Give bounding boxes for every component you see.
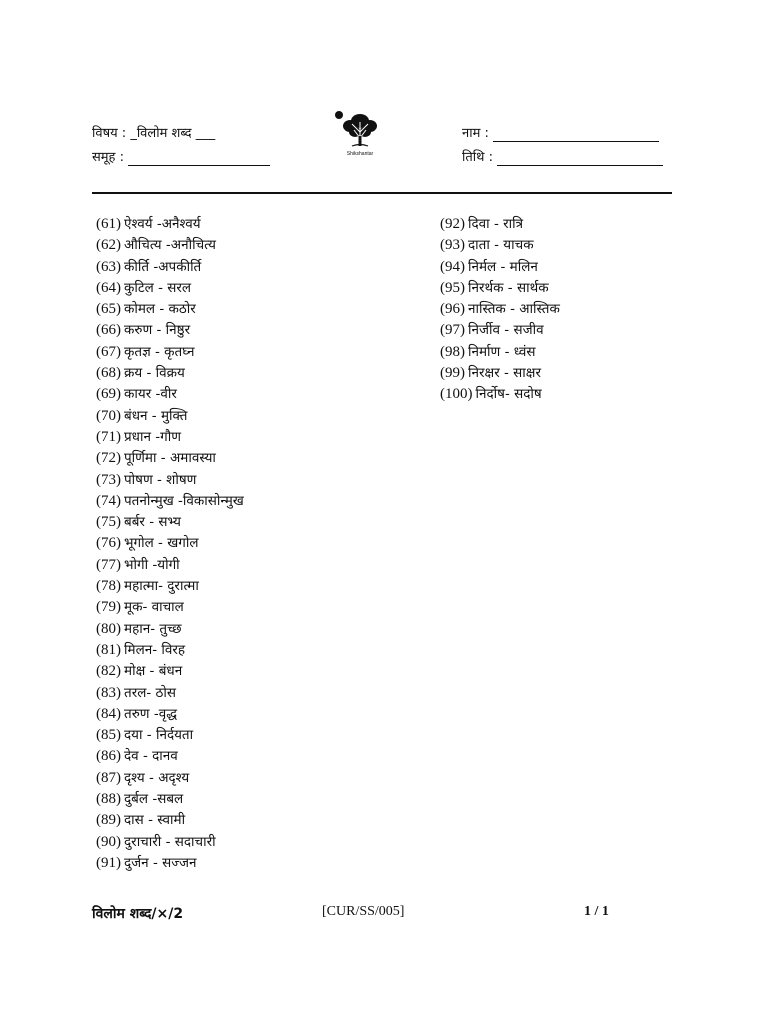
item-number: (100) — [440, 386, 473, 403]
antonym-pair: दाता - याचक — [468, 237, 534, 254]
item-number: (68) — [96, 365, 121, 382]
item-number: (96) — [440, 301, 465, 318]
antonym-pair: क्रय - विक्रय — [124, 365, 185, 382]
antonym-pair: महात्मा- दुरात्मा — [124, 578, 199, 595]
item-number: (69) — [96, 386, 121, 403]
antonym-pair: भोगी -योगी — [124, 556, 180, 573]
item-number: (75) — [96, 514, 121, 531]
item-number: (64) — [96, 279, 121, 296]
list-item — [96, 406, 244, 427]
item-number: (98) — [440, 343, 465, 360]
logo — [332, 108, 388, 160]
antonym-pair: निर्जीव - सजीव — [468, 322, 544, 339]
item-number: (84) — [96, 705, 121, 722]
logo-caption: Shikshantar — [346, 151, 374, 157]
item-number: (61) — [96, 216, 121, 232]
list-item — [96, 512, 244, 533]
list-item — [96, 470, 244, 491]
group-field — [92, 150, 270, 166]
list-item — [440, 214, 560, 235]
item-number: (82) — [96, 663, 121, 680]
list-item — [96, 427, 244, 448]
list-item — [96, 384, 244, 405]
list-item — [96, 576, 244, 597]
antonym-pair: दिवा - रात्रि — [468, 216, 524, 232]
antonym-pair: तरुण -वृद्ध — [124, 705, 177, 722]
item-number: (66) — [96, 322, 121, 339]
item-number: (92) — [440, 216, 465, 232]
list-item — [96, 768, 244, 789]
antonym-pair: तरल- ठोस — [124, 684, 176, 701]
list-item — [440, 363, 560, 384]
list-item — [96, 853, 244, 874]
page-number: 1 / 1 — [584, 904, 609, 919]
antonym-pair: मूक- वाचाल — [124, 599, 184, 616]
item-number: (85) — [96, 727, 121, 744]
list-item — [96, 257, 244, 278]
list-item — [440, 320, 560, 341]
item-number: (62) — [96, 237, 121, 254]
antonym-pair: कीर्ति -अपकीर्ति — [124, 258, 202, 275]
antonym-pair: मोक्ष - बंधन — [124, 663, 183, 680]
antonym-pair: ऐश्वर्य -अनैश्वर्य — [124, 216, 201, 232]
item-number: (86) — [96, 748, 121, 765]
item-number: (94) — [440, 258, 465, 275]
footer-code: [CUR/SS/005] — [322, 904, 405, 919]
item-number: (72) — [96, 450, 121, 467]
list-item — [96, 363, 244, 384]
group-label: समूह : — [92, 150, 124, 165]
antonym-pair: बंधन - मुक्ति — [124, 407, 188, 424]
antonym-list-right — [440, 214, 560, 406]
item-number: (99) — [440, 365, 465, 382]
item-number: (74) — [96, 492, 121, 509]
item-number: (80) — [96, 620, 121, 637]
list-item — [96, 342, 244, 363]
antonym-pair: कोमल - कठोर — [124, 301, 196, 318]
subject-value: _विलोम शब्द ___ — [130, 126, 216, 141]
footer-title: विलोम शब्द/×/2 — [92, 906, 184, 922]
antonym-pair: कृतज्ञ - कृतघ्न — [124, 343, 195, 360]
list-item — [96, 235, 244, 256]
antonym-pair: निरर्थक - सार्थक — [468, 279, 549, 296]
item-number: (95) — [440, 279, 465, 296]
item-number: (93) — [440, 237, 465, 254]
list-item — [96, 661, 244, 682]
item-number: (78) — [96, 578, 121, 595]
group-blank-line — [128, 152, 270, 166]
antonym-pair: दया - निर्दयता — [124, 727, 194, 744]
antonym-pair: पूर्णिमा - अमावस्या — [124, 450, 216, 467]
antonym-pair: निर्मल - मलिन — [468, 258, 538, 275]
antonym-pair: औचित्य -अनौचित्य — [124, 237, 216, 254]
antonym-pair: कुटिल - सरल — [124, 279, 192, 296]
item-number: (97) — [440, 322, 465, 339]
list-item — [96, 832, 244, 853]
item-number: (71) — [96, 428, 121, 445]
antonym-pair: करुण - निष्ठुर — [124, 322, 191, 339]
date-field — [462, 150, 663, 166]
list-item — [96, 789, 244, 810]
item-number: (73) — [96, 471, 121, 488]
antonym-pair: महान- तुच्छ — [124, 620, 182, 637]
header-divider — [92, 192, 672, 194]
item-number: (91) — [96, 854, 121, 871]
list-item — [96, 597, 244, 618]
item-number: (79) — [96, 599, 121, 616]
list-item — [440, 342, 560, 363]
list-item — [96, 491, 244, 512]
item-number: (83) — [96, 684, 121, 701]
subject-label: विषय : — [92, 126, 127, 141]
list-item — [440, 299, 560, 320]
antonym-pair: पोषण - शोषण — [124, 471, 197, 488]
name-field — [462, 126, 659, 142]
list-item — [96, 810, 244, 831]
list-item — [96, 278, 244, 299]
item-number: (81) — [96, 641, 121, 658]
list-item — [440, 257, 560, 278]
antonym-pair: मिलन- विरह — [124, 641, 186, 658]
antonym-pair: निरक्षर - साक्षर — [468, 365, 541, 382]
list-item — [96, 299, 244, 320]
name-blank-line — [493, 128, 659, 142]
list-item — [96, 683, 244, 704]
list-item — [96, 448, 244, 469]
list-item — [96, 704, 244, 725]
antonym-pair: भूगोल - खगोल — [124, 535, 199, 552]
antonym-pair: बर्बर - सभ्य — [124, 514, 181, 531]
item-number: (88) — [96, 791, 121, 808]
list-item — [96, 619, 244, 640]
list-item — [96, 555, 244, 576]
antonym-pair: नास्तिक - आस्तिक — [468, 301, 560, 318]
antonym-pair: दुराचारी - सदाचारी — [124, 833, 216, 850]
antonym-list-left — [96, 214, 244, 874]
item-number: (87) — [96, 769, 121, 786]
list-item — [440, 235, 560, 256]
subject-field — [92, 126, 215, 142]
item-number: (77) — [96, 556, 121, 573]
list-item — [440, 384, 560, 405]
antonym-pair: दृश्य - अदृश्य — [124, 769, 190, 786]
date-blank-line — [497, 152, 663, 166]
antonym-pair: प्रधान -गौण — [124, 428, 181, 445]
item-number: (90) — [96, 833, 121, 850]
antonym-pair: कायर -वीर — [124, 386, 177, 403]
item-number: (89) — [96, 812, 121, 829]
list-item — [96, 214, 244, 235]
item-number: (63) — [96, 258, 121, 275]
list-item — [96, 725, 244, 746]
antonym-pair: पतनोन्मुख -विकासोन्मुख — [124, 492, 244, 509]
item-number: (76) — [96, 535, 121, 552]
item-number: (65) — [96, 301, 121, 318]
list-item — [96, 533, 244, 554]
item-number: (67) — [96, 343, 121, 360]
list-item — [96, 640, 244, 661]
antonym-pair: निर्माण - ध्वंस — [468, 343, 536, 360]
antonym-pair: देव - दानव — [124, 748, 178, 765]
date-label: तिथि : — [462, 150, 493, 165]
list-item — [96, 320, 244, 341]
list-item — [96, 746, 244, 767]
item-number: (70) — [96, 407, 121, 424]
antonym-pair: दुर्बल -सबल — [124, 791, 184, 808]
antonym-pair: दुर्जन - सज्जन — [124, 854, 197, 871]
antonym-pair: दास - स्वामी — [124, 812, 186, 829]
name-label: नाम : — [462, 126, 489, 141]
tree-icon — [332, 108, 388, 160]
list-item — [440, 278, 560, 299]
antonym-pair: निर्दोष- सदोष — [475, 386, 542, 403]
